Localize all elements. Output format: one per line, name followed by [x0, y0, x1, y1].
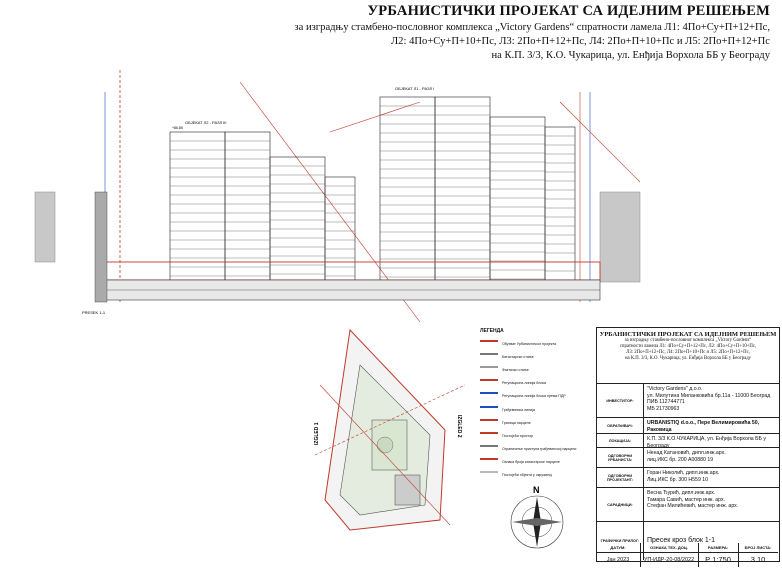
legend-item	[480, 416, 592, 429]
legend-item-label: Граница парцеле	[502, 420, 531, 425]
footer-date-label: ДАТУМ:	[596, 543, 640, 553]
legend-item	[480, 403, 592, 416]
legend-swatch-icon	[480, 406, 498, 414]
footer-razmera-value: Р 1:750	[705, 555, 731, 564]
legend-swatch-icon	[480, 471, 498, 479]
legend-item	[480, 363, 592, 376]
odgovorni-urbanista-key: ОДГОВОРНИ УРБАНИСТА:	[597, 448, 644, 467]
saradnici-key: САРАДНИЦИ:	[597, 488, 644, 521]
title-block-head	[597, 328, 779, 384]
odgovorni-urbanista-name: Ненад Катановић, дипл.инж.арх.	[647, 450, 726, 456]
footer-list-label: БРОЈ ЛИСТА:	[738, 543, 778, 553]
izgled-1-label: IZGLED 1	[314, 422, 320, 445]
legend-item-label: Постојећи објекти у окружењу	[502, 473, 553, 478]
legend-swatch-icon	[480, 392, 498, 400]
footer-oznaka	[640, 543, 699, 567]
odgovorni-projektant-lic: Лиц.ИКС бр. 300 Н559 10	[647, 476, 709, 483]
title-block	[596, 327, 780, 562]
tb-line-1: за изградњу стамбено-пословног комплекса „Victory Gardens“	[624, 338, 752, 343]
sheet-title: УРБАНИСТИЧКИ ПРОЈЕКАТ СА ИДЕЈНИМ РЕШЕЊЕМ	[367, 3, 770, 19]
odgovorni-projektant-name: Горан Николић, дипл.инж.арх.	[647, 470, 720, 476]
legend	[480, 328, 592, 546]
investor-name: "Victory Gardens" д.о.о.	[647, 386, 703, 392]
tb-line-2: спратности ламела Л1: 4По+Су+П+12+Пс, Л2: 4По+Су+П+10+Пс,	[619, 344, 757, 349]
investor-mb: МБ 21730963	[647, 405, 680, 412]
lokacija-key: ЛОКАЦИЈА:	[597, 434, 644, 447]
legend-item-label: Обухват Урбанистичког пројекта	[502, 341, 557, 346]
obradjivac-value: URBANISTIQ d.o.o., Пере Велимировића 50, Раковица	[647, 420, 760, 433]
legend-swatch-icon	[480, 340, 498, 348]
legend-item-label: Катастарско стање	[502, 354, 534, 359]
legend-item	[480, 390, 592, 403]
legend-swatch-icon	[480, 445, 498, 453]
legend-swatch-icon	[480, 419, 498, 427]
tb-line-3: Л3: 2По+П+12+Пс, Л4: 2По+П+10+Пс и Л5: 2По+П+12+Пс,	[626, 350, 750, 355]
obradjivac-key: ОБРАЂИВАЧ:	[597, 418, 644, 433]
footer-list-value: 3.10	[750, 555, 766, 564]
legend-item	[480, 443, 592, 456]
legend-item	[480, 350, 592, 363]
investor-address: ул. Милутина Миланковића бр.11а - 11000 Београд	[647, 392, 771, 399]
lokacija-value: К.П. 3/3 К.О.ЧУКАРИЦА, ул. Енђија Ворхола ББ у Београду	[647, 436, 766, 449]
investor-key: ИНВЕСТИТОР:	[597, 384, 644, 417]
investor-pib: ПИБ 112744771	[647, 399, 685, 405]
legend-swatch-icon	[480, 458, 498, 466]
prilog-value: Пресек кроз блок 1-1	[647, 536, 716, 544]
footer-razmera	[698, 543, 739, 567]
tb-title: УРБАНИСТИЧКИ ПРОЈЕКАТ СА ИДЕЈНИМ РЕШЕЊЕМ	[599, 331, 777, 338]
legend-swatch-icon	[480, 366, 498, 374]
legend-title: ЛЕГЕНДА	[480, 328, 504, 334]
footer-strip	[596, 543, 778, 567]
investor-row	[597, 384, 779, 418]
north-label: N	[533, 485, 540, 495]
odgovorni-urbanista-row	[597, 448, 779, 468]
odgovorni-projektant-key: ОДГОВОРНИ ПРОЈЕКТАНТ:	[597, 468, 644, 487]
legend-item	[480, 337, 592, 350]
saradnik-3: Стефан Милићевић, мастер инж. арх.	[647, 503, 739, 509]
footer-oznaka-value: УП-ИДР-20-08/2022	[643, 557, 695, 563]
legend-item-label: Ознака броја катастарске парцеле	[502, 460, 560, 465]
legend-item-label: Ограничење приступа грађевинској парцели	[502, 447, 577, 452]
footer-list	[738, 543, 778, 567]
lamela-mid-label: ОБЈЕКАТ Л1 - РАЗЛ I	[395, 86, 435, 91]
legend-item-label: Постојећи простор	[502, 433, 534, 438]
legend-item	[480, 469, 592, 482]
saradnik-2: Тамара Савић, мастер инж. арх.	[647, 496, 726, 503]
legend-swatch-icon	[480, 379, 498, 387]
odgovorni-projektant-row	[597, 468, 779, 488]
roof-level-label: +86.85	[172, 126, 183, 130]
lokacija-row	[597, 434, 779, 448]
legend-swatch-icon	[480, 432, 498, 440]
tb-line-4: на К.П. 3/3, К.О. Чукарица, ул. Енђија Ворхола ББ у Београду	[624, 356, 752, 361]
legend-item-label: Фактичко стање	[502, 367, 529, 372]
sheet-subtitle-line-1: за изградњу стамбено-пословног комплекса „Victory Gardens“ спратности ламела Л1: 4По+Су+П+12+Пс,	[294, 22, 770, 33]
legend-swatch-icon	[480, 353, 498, 361]
legend-item	[480, 429, 592, 442]
obradjivac-row	[597, 418, 779, 434]
izgled-2-label: IZGLED 2	[456, 415, 462, 438]
prilog-key: ГРАФИЧКИ ПРИЛОГ:	[597, 522, 644, 560]
footer-oznaka-label: ОЗНАКА ТЕХ. ДОЦ.	[640, 543, 698, 553]
presek-label: PRESEK 1-1	[82, 310, 106, 315]
odgovorni-urbanista-lic: лиц.ИКС бр. 200 А00880 19	[647, 456, 714, 463]
lamela-left-label: ОБЈЕКАТ Л2 - РАЗЛ III	[185, 120, 227, 125]
legend-item-label: Регулациона линија блока	[502, 381, 546, 386]
legend-item-label: Регулациона линија блока према ПДР	[502, 394, 566, 399]
footer-date-value: Јан 2023	[606, 557, 630, 563]
sheet-subtitle-line-2: Л2: 4По+Су+П+10+Пс, Л3: 2По+П+12+Пс, Л4: 2По+П+10+Пс и Л5: 2По+П+12+Пс	[391, 36, 770, 47]
saradnici-row	[597, 488, 779, 522]
section-drawing	[0, 62, 782, 324]
legend-item	[480, 377, 592, 390]
legend-item-label: Грађевинска линија	[502, 407, 535, 412]
sheet-subtitle-line-3: на К.П. 3/3, К.О. Чукарица, ул. Енђија Ворхола ББ у Београду	[491, 50, 770, 61]
legend-item	[480, 456, 592, 469]
saradnik-1: Весна Ђурић, дипл.инж.арх.	[647, 490, 716, 496]
footer-date	[596, 543, 641, 567]
footer-razmera-label: РАЗМЕРА:	[698, 543, 738, 553]
